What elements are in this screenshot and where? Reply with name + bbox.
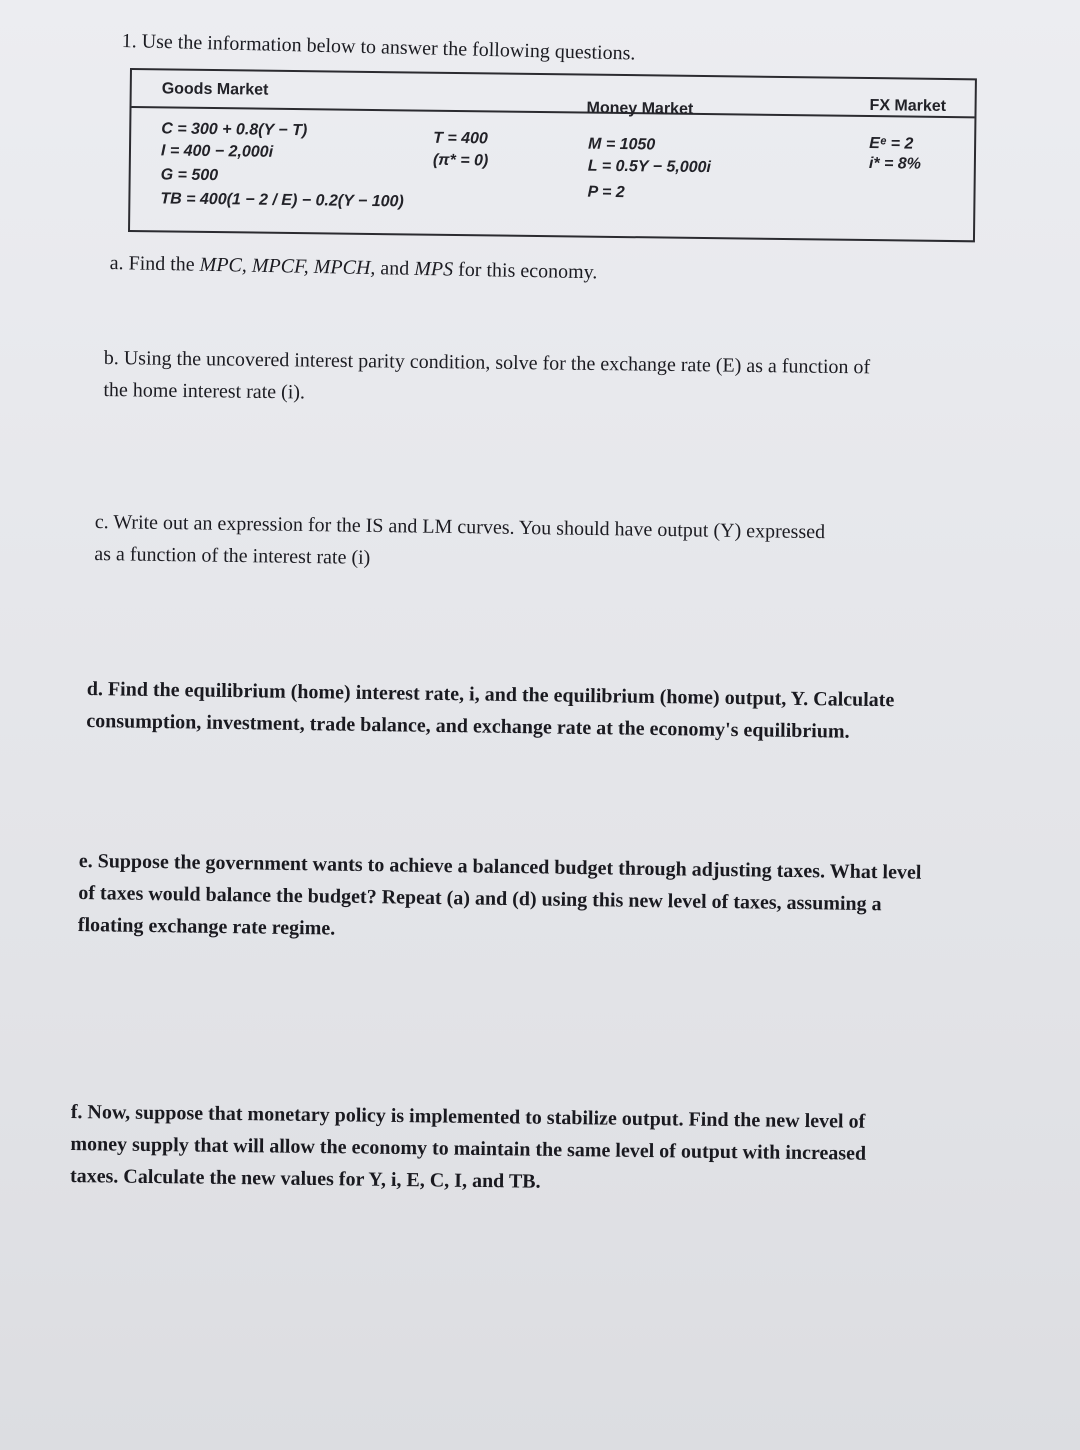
question-b: [103, 342, 870, 415]
consumption-equation: C = 300 + 0.8(Y − T): [161, 120, 308, 140]
question-a-mps: MPS: [414, 257, 454, 281]
fx-market-header: FX Market: [869, 97, 947, 115]
question-e-line-2: of taxes would balance the budget? Repeat (a) and (d) using this new level of taxes, assuming a: [78, 881, 882, 916]
question-f-line-1: f. Now, suppose that monetary policy is implemented to stabilize output. Find the new level of: [70, 1100, 866, 1133]
question-c: [94, 506, 825, 580]
money-market-header: Money Market: [586, 99, 694, 118]
question-e-line-1: e. Suppose the government wants to achieve a balanced budget through adjusting taxes. What level: [78, 849, 922, 884]
question-f-line-3: taxes. Calculate the new values for Y, i, E, C, I, and TB.: [69, 1164, 541, 1193]
government-equation: G = 500: [160, 166, 219, 185]
question-a-mid: and: [375, 257, 415, 280]
question-a-prefix: a. Find the: [109, 251, 200, 276]
question-d-line-1: d. Find the equilibrium (home) interest rate, i, and the equilibrium (home) output, Y. Calculate: [86, 677, 895, 712]
question-a-suffix: for this economy.: [452, 258, 598, 284]
taxes-equation: T = 400: [433, 129, 488, 148]
question-c-line-1: c. Write out an expression for the IS and LM curves. You should have output (Y) expressed: [94, 510, 826, 544]
question-b-line-2: the home interest rate (i).: [103, 378, 306, 404]
question-c-line-2: as a function of the interest rate (i): [94, 542, 371, 569]
model-table: [128, 68, 977, 242]
foreign-interest-rate: i* = 8%: [868, 155, 922, 173]
money-supply-equation: M = 1050: [588, 135, 656, 154]
intro-instruction: 1. Use the information below to answer the following questions.: [121, 30, 636, 65]
price-level-equation: P = 2: [587, 183, 625, 202]
question-a: [109, 247, 597, 288]
question-b-line-1: b. Using the uncovered interest parity condition, solve for the exchange rate (E) as a function of: [103, 346, 871, 379]
question-a-terms: MPC, MPCF, MPCH,: [199, 253, 376, 280]
question-e: [78, 845, 922, 953]
expected-exchange-rate: Eᵉ = 2: [869, 135, 914, 153]
goods-market-header: Goods Market: [161, 80, 269, 99]
inflation-note: (π* = 0): [432, 151, 489, 170]
question-f-line-2: money supply that will allow the economy to maintain the same level of output with increased: [70, 1132, 867, 1165]
question-d: [86, 673, 894, 748]
question-e-line-3: floating exchange rate regime.: [77, 913, 336, 940]
trade-balance-equation: TB = 400(1 − 2 / E) − 0.2(Y − 100): [160, 190, 404, 211]
investment-equation: I = 400 − 2,000i: [160, 142, 274, 161]
money-demand-equation: L = 0.5Y − 5,000i: [587, 157, 711, 177]
table-header-divider: [132, 106, 975, 118]
question-d-line-2: consumption, investment, trade balance, and exchange rate at the economy's equilibrium.: [86, 709, 850, 743]
question-f: [70, 1096, 867, 1202]
